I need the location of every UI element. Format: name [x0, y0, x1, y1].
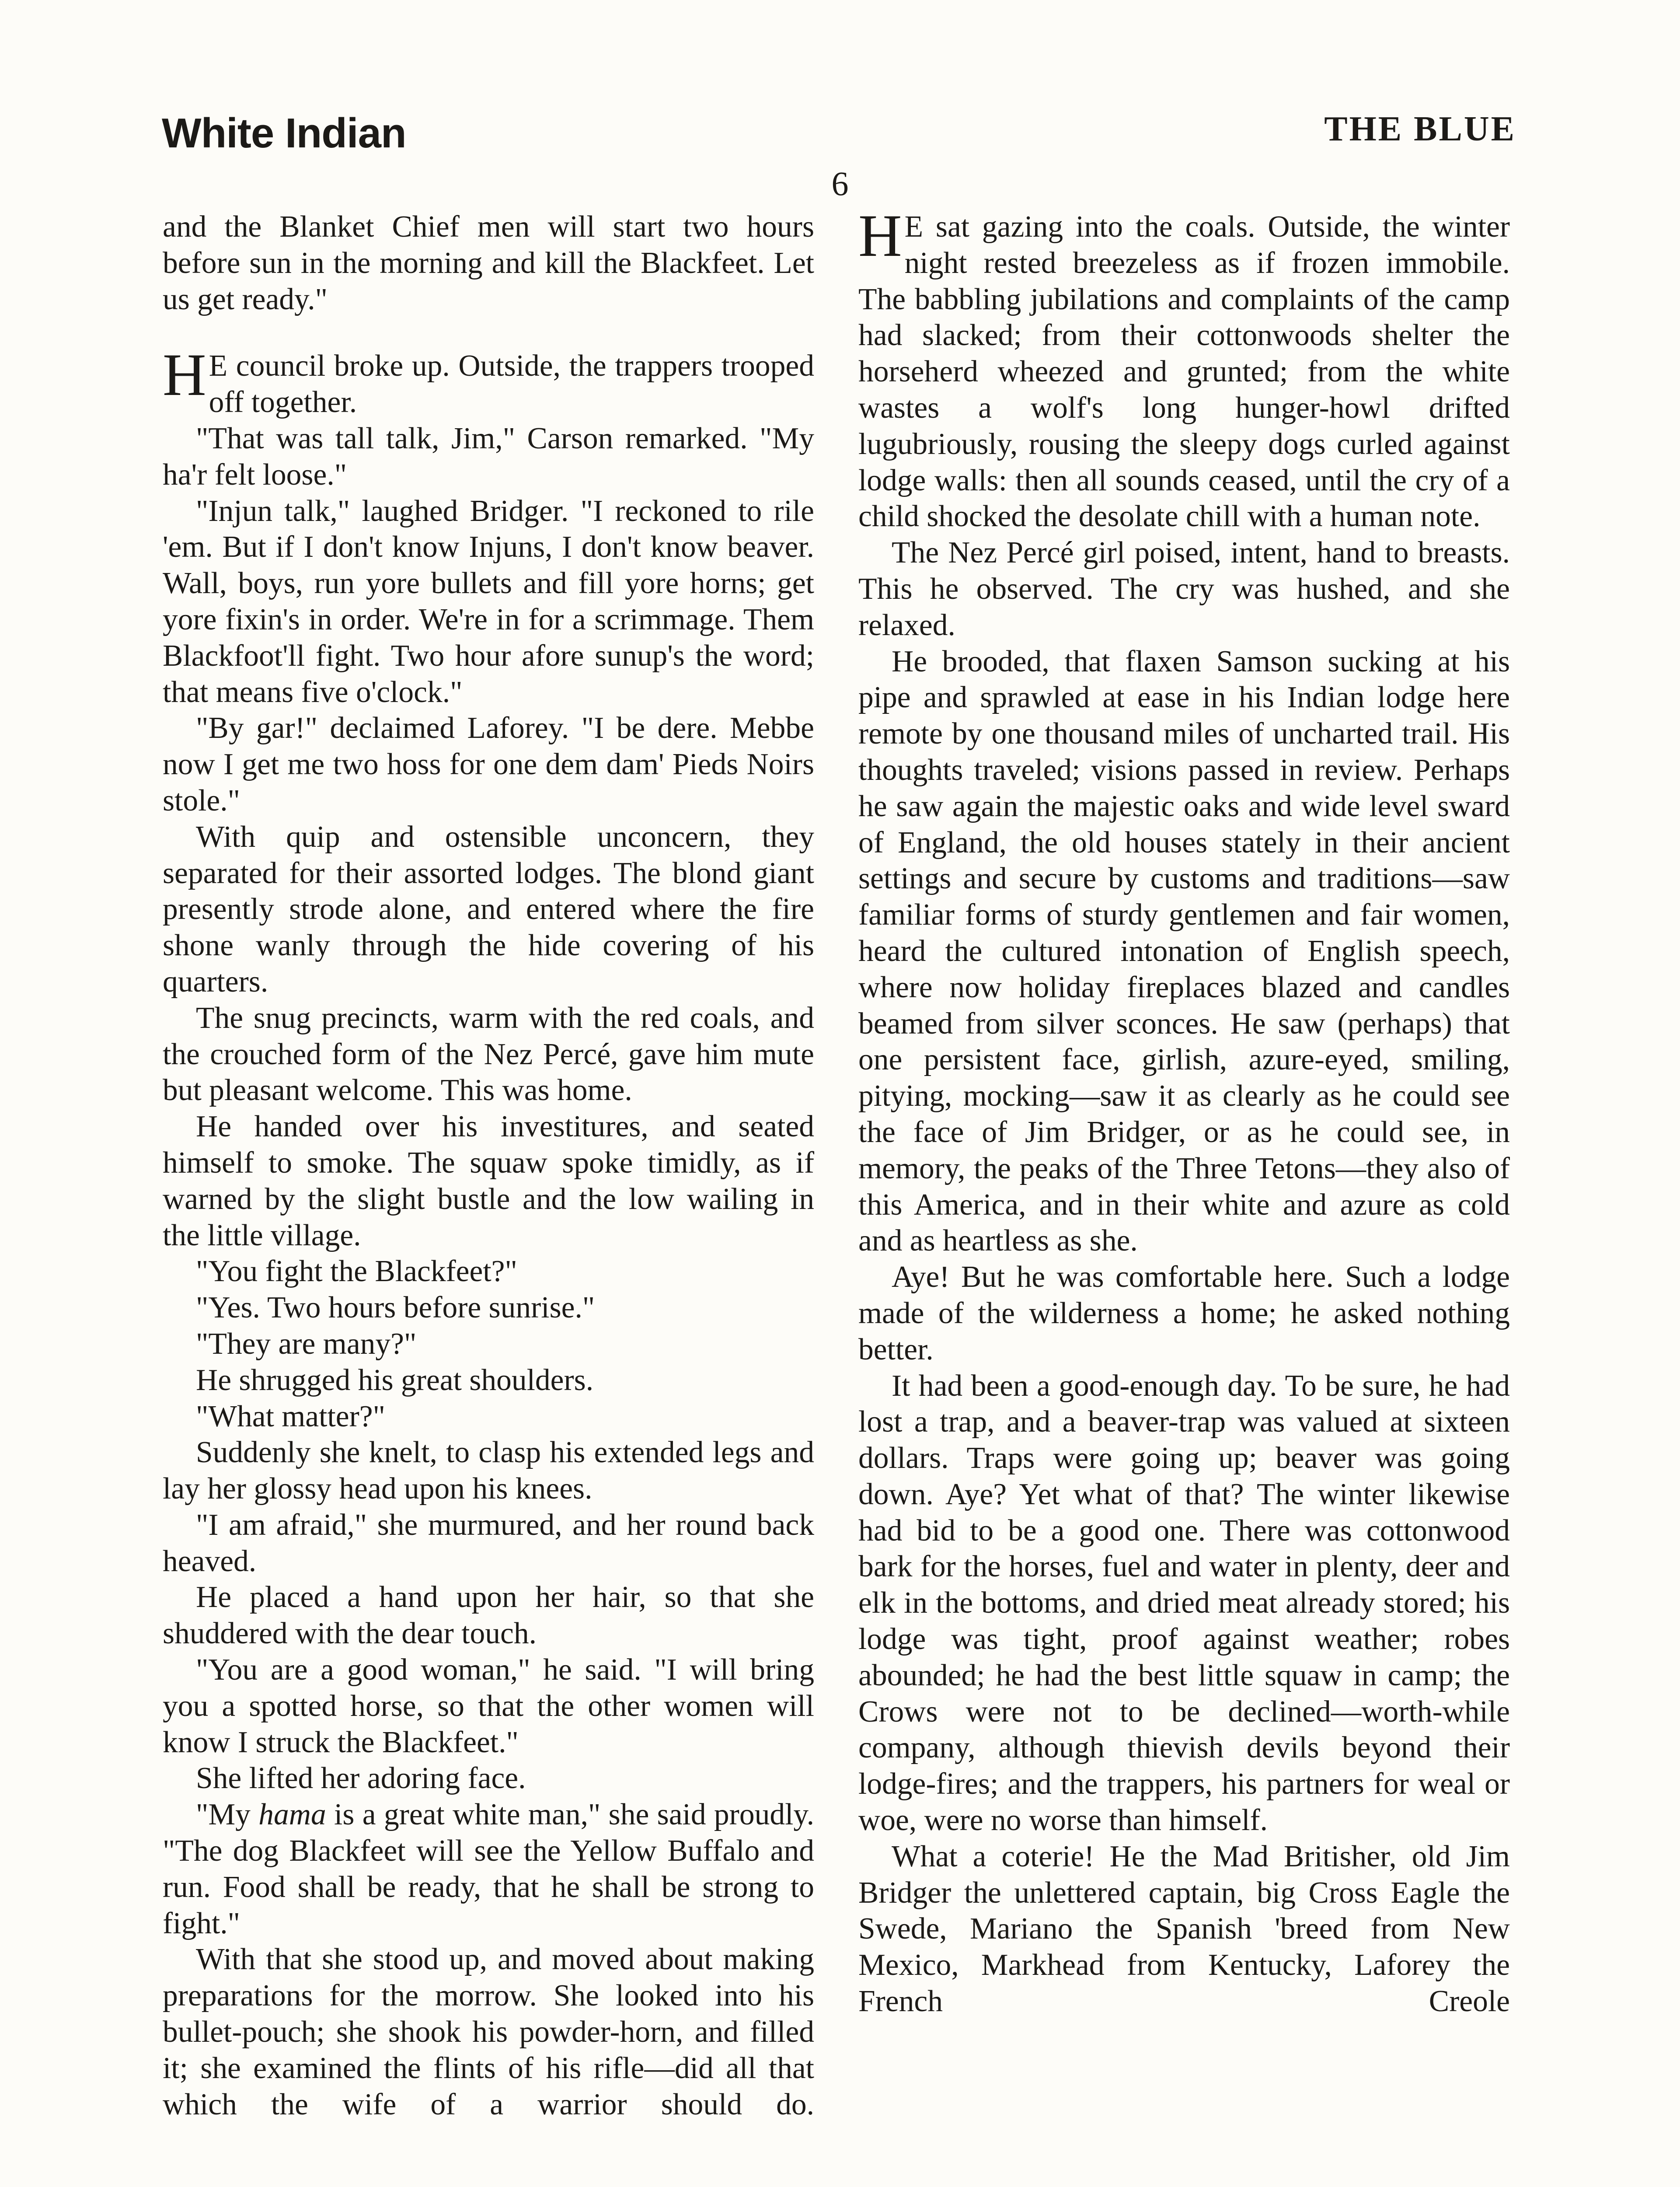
paragraph: Aye! But he was comfortable here. Such a lodge made of the wilderness a home; he asked nothing better.: [858, 1260, 1510, 1366]
left-text-column: [163, 209, 814, 2123]
paragraph: "That was tall talk, Jim," Carson remarked. "My ha'r felt loose.": [163, 421, 814, 492]
paragraph: H E sat gazing into the coals. Outside, the winter night rested breezeless as if frozen immobile. The babbling jubilations and complaints of the camp had slacked; from their cottonwoods shelter the horseherd wheezed and grunted; from the white wastes a wolf's long hunger-howl drifted lugubriously, rousing the sleepy dogs curled against lodge walls: then all sounds ceased, until the cry of a child shocked the desolate chill with a human note.: [858, 202, 1510, 534]
paragraph: With quip and ostensible unconcern, they separated for their assorted lodges. The blond giant presently strode alone, and entered where the fire shone wanly through the hide covering of his quarters.: [163, 820, 814, 999]
paragraph: "You fight the Blackfeet?": [196, 1254, 517, 1289]
paragraph: "By gar!" declaimed Laforey. "I be dere. Mebbe now I get me two hoss for one dem dam' Pieds Noirs stole.": [163, 711, 814, 818]
paragraph: She lifted her adoring face.: [196, 1761, 526, 1796]
paragraph: It had been a good-enough day. To be sure, he had lost a trap, and a beaver-trap was valued at sixteen dollars. Traps were going up; beaver was going down. Aye? Yet what of that? The winter likewise had bid to be a good one. There was cottonwood bark for the horses, fuel and water in plenty, deer and elk in the bottoms, and dried meat already stored; his lodge was tight, proof against weather; robes abounded; he had the best little squaw in camp; the Crows were not to be declined—worth-while company, although thievish devils beyond their lodge-fires; and the trappers, his partners for weal or woe, were no worse than himself.: [858, 1369, 1510, 1838]
paragraph: He placed a hand upon her hair, so that she shuddered with the dear touch.: [163, 1580, 814, 1651]
story-title-header: White Indian: [162, 110, 406, 157]
paragraph: What a coterie! He the Mad Britisher, old Jim Bridger the unlettered captain, big Cross Eagle the Swede, Mariano the Spanish 'breed from New Mexico, Markhead from Kentucky, Laforey the French Creole: [858, 1839, 1510, 2019]
magazine-name-header: THE BLUE: [1324, 110, 1516, 148]
paragraph: The snug precincts, warm with the red coals, and the crouched form of the Nez Percé, gave him mute but pleasant welcome. This was home.: [163, 1001, 814, 1107]
page-number: 6: [831, 164, 849, 203]
paragraph: Suddenly she knelt, to clasp his extended legs and lay her glossy head upon his knees.: [163, 1436, 814, 1506]
paragraph: He brooded, that flaxen Samson sucking at his pipe and sprawled at ease in his Indian lodge here remote by one thousand miles of uncharted trail. His thoughts traveled; visions passed in review. Perhaps he saw again the majestic oaks and wide level sward of England, the old houses stately in their ancient settings and secure by customs and traditions—saw familiar forms of sturdy gentlemen and fair women, heard the cultured intonation of English speech, where now holiday fireplaces blazed and candles beamed from silver sconces. He saw (perhaps) that one persistent face, girlish, azure-eyed, smiling, pitying, mocking—saw it as clearly as he could see the face of Jim Bridger, or as he could see, in memory, the peaks of the Three Tetons—they also of this America, and in their white and azure as cold and as heartless as she.: [858, 644, 1510, 1258]
paragraph: With that she stood up, and moved about making preparations for the morrow. She looked into his bullet-pouch; she shook his powder-horn, and filled it; she examined the flints of his rifle—did all that which the wife of a warrior should do.: [163, 1942, 814, 2121]
paragraph: "They are many?": [196, 1327, 417, 1361]
paragraph: He shrugged his great shoulders.: [196, 1363, 594, 1397]
paragraph: The Nez Percé girl poised, intent, hand to breasts. This he observed. The cry was hushed, and she relaxed.: [858, 536, 1510, 642]
paragraph: "Injun talk," laughed Bridger. "I reckoned to rile 'em. But if I don't know Injuns, I don't know beaver. Wall, boys, run yore bullets and fill yore horns; get yore fixin's in order. We're in for a scrimmage. Them Blackfoot'll fight. Two hour afore sunup's the word; that means five o'clock.": [163, 494, 814, 709]
drop-cap: H: [163, 341, 206, 409]
paragraph: "My hama is a great white man," she said proudly. "The dog Blackfeet will see the Yellow Buffalo and run. Food shall be ready, that he shall be strong to fight.": [163, 1798, 814, 1940]
paragraph: H E council broke up. Outside, the trappers trooped off together.: [163, 341, 814, 419]
paragraph: "What matter?": [196, 1399, 385, 1433]
paragraph: He handed over his investitures, and seated himself to smoke. The squaw spoke timidly, as if warned by the slight bustle and the low wailing in the little village.: [163, 1110, 814, 1252]
paragraph: and the Blanket Chief men will start two hours before sun in the morning and kill the Blackfeet. Let us get ready.": [163, 210, 814, 316]
right-text-column: [858, 202, 1510, 2020]
paragraph: "Yes. Two hours before sunrise.": [196, 1291, 595, 1325]
paragraph: "I am afraid," she murmured, and her round back heaved.: [163, 1508, 814, 1578]
drop-cap: H: [858, 202, 902, 269]
paragraph: "You are a good woman," he said. "I will bring you a spotted horse, so that the other women will know I struck the Blackfeet.": [163, 1653, 814, 1759]
